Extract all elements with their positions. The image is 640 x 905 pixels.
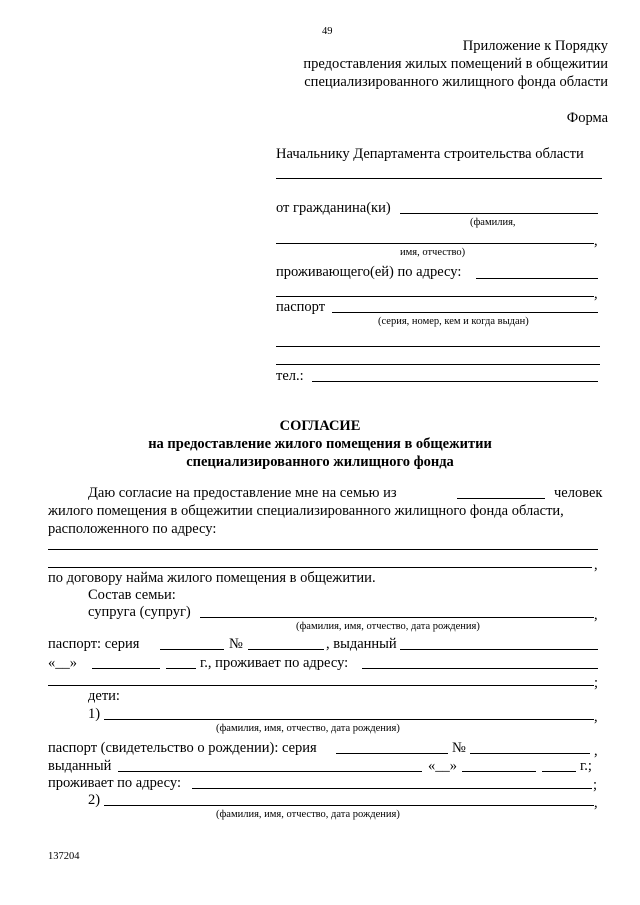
spouse-lives-label: г., проживает по адресу: xyxy=(200,655,349,671)
name-line xyxy=(276,243,594,244)
title-line-2: на предоставление жилого помещения в общежитии xyxy=(148,436,492,452)
appendix-line-3: специализированного жилищного фонда области xyxy=(304,74,608,90)
consent-address-line-2 xyxy=(48,567,592,568)
comma-7: , xyxy=(594,795,598,811)
consent-text-2: жилого помещения в общежитии специализированного жилищного фонда области, xyxy=(48,503,564,519)
child-address-line xyxy=(192,788,592,789)
child-year-line xyxy=(542,771,576,772)
spouse-number-sign: № xyxy=(229,636,243,652)
address-line-2 xyxy=(276,296,594,297)
semicolon-1: ; xyxy=(594,675,599,691)
addressee-line xyxy=(276,178,602,179)
consent-text-3: расположенного по адресу: xyxy=(48,521,217,537)
spouse-label: супруга (супруг) xyxy=(88,604,191,620)
hint-surname: (фамилия, xyxy=(470,217,516,228)
child-number-line xyxy=(470,753,590,754)
child-issued-line xyxy=(118,771,422,772)
residing-label: проживающего(ей) по адресу: xyxy=(276,264,462,280)
child-month-line xyxy=(462,771,536,772)
child-series-line xyxy=(336,753,448,754)
spouse-year-line xyxy=(166,668,196,669)
child-date-quote: «__» xyxy=(428,758,457,774)
spouse-address-line-1 xyxy=(362,668,598,669)
phone-line xyxy=(312,381,598,382)
child-number-sign: № xyxy=(452,740,466,756)
phone-label: тел.: xyxy=(276,368,304,384)
hint-child-2: (фамилия, имя, отчество, дата рождения) xyxy=(216,809,400,820)
passport-line-3 xyxy=(276,364,600,365)
family-size-line xyxy=(457,498,545,499)
appendix-line-1: Приложение к Порядку xyxy=(462,38,608,54)
spouse-line xyxy=(200,617,594,618)
contract-text: по договору найма жилого помещения в общежитии. xyxy=(48,570,376,586)
consent-text-people: человек xyxy=(554,485,603,501)
child-passport-label: паспорт (свидетельство о рождении): серия xyxy=(48,740,317,756)
address-line-1 xyxy=(476,278,598,279)
page-number: 49 xyxy=(322,26,333,37)
child-1-line xyxy=(104,719,594,720)
hint-child-1: (фамилия, имя, отчество, дата рождения) xyxy=(216,723,400,734)
family-composition-label: Состав семьи: xyxy=(88,587,176,603)
comma-1: , xyxy=(594,233,598,249)
semicolon-2: ; xyxy=(593,777,598,793)
form-label: Форма xyxy=(566,110,608,126)
passport-line-2 xyxy=(276,346,600,347)
spouse-month-line xyxy=(92,668,160,669)
comma-6: , xyxy=(594,743,598,759)
surname-line xyxy=(400,213,598,214)
footer-code: 137204 xyxy=(48,851,80,862)
child-2-number: 2) xyxy=(88,792,101,808)
passport-label: паспорт xyxy=(276,299,326,315)
consent-address-line-1 xyxy=(48,549,598,550)
comma-2: , xyxy=(594,286,598,302)
child-year-label: г.; xyxy=(580,758,592,774)
comma-3: , xyxy=(594,557,598,573)
spouse-series-line xyxy=(160,649,224,650)
consent-text-1: Даю согласие на предоставление мне на семью из xyxy=(88,485,397,501)
spouse-date-quote: «__» xyxy=(48,655,77,671)
spouse-address-line-2 xyxy=(48,685,594,686)
children-label: дети: xyxy=(88,688,120,704)
addressee: Начальнику Департамента строительства области xyxy=(276,146,584,162)
spouse-number-line xyxy=(248,649,324,650)
comma-4: , xyxy=(594,607,598,623)
child-1-number: 1) xyxy=(88,706,101,722)
child-2-line xyxy=(104,805,594,806)
hint-name: имя, отчество) xyxy=(400,247,466,258)
comma-5: , xyxy=(594,709,598,725)
spouse-issued-line xyxy=(400,649,598,650)
hint-spouse: (фамилия, имя, отчество, дата рождения) xyxy=(296,621,480,632)
hint-passport: (серия, номер, кем и когда выдан) xyxy=(378,316,529,327)
spouse-passport-series-label: паспорт: серия xyxy=(48,636,140,652)
from-citizen-label: от гражданина(ки) xyxy=(276,200,391,216)
title-consent: СОГЛАСИЕ xyxy=(279,418,361,434)
spouse-issued-label: , выданный xyxy=(326,636,397,652)
title-line-3: специализированного жилищного фонда xyxy=(186,454,454,470)
passport-line xyxy=(332,312,598,313)
child-lives-label: проживает по адресу: xyxy=(48,775,181,791)
child-issued-label: выданный xyxy=(48,758,112,774)
appendix-line-2: предоставления жилых помещений в общежитии xyxy=(303,56,608,72)
